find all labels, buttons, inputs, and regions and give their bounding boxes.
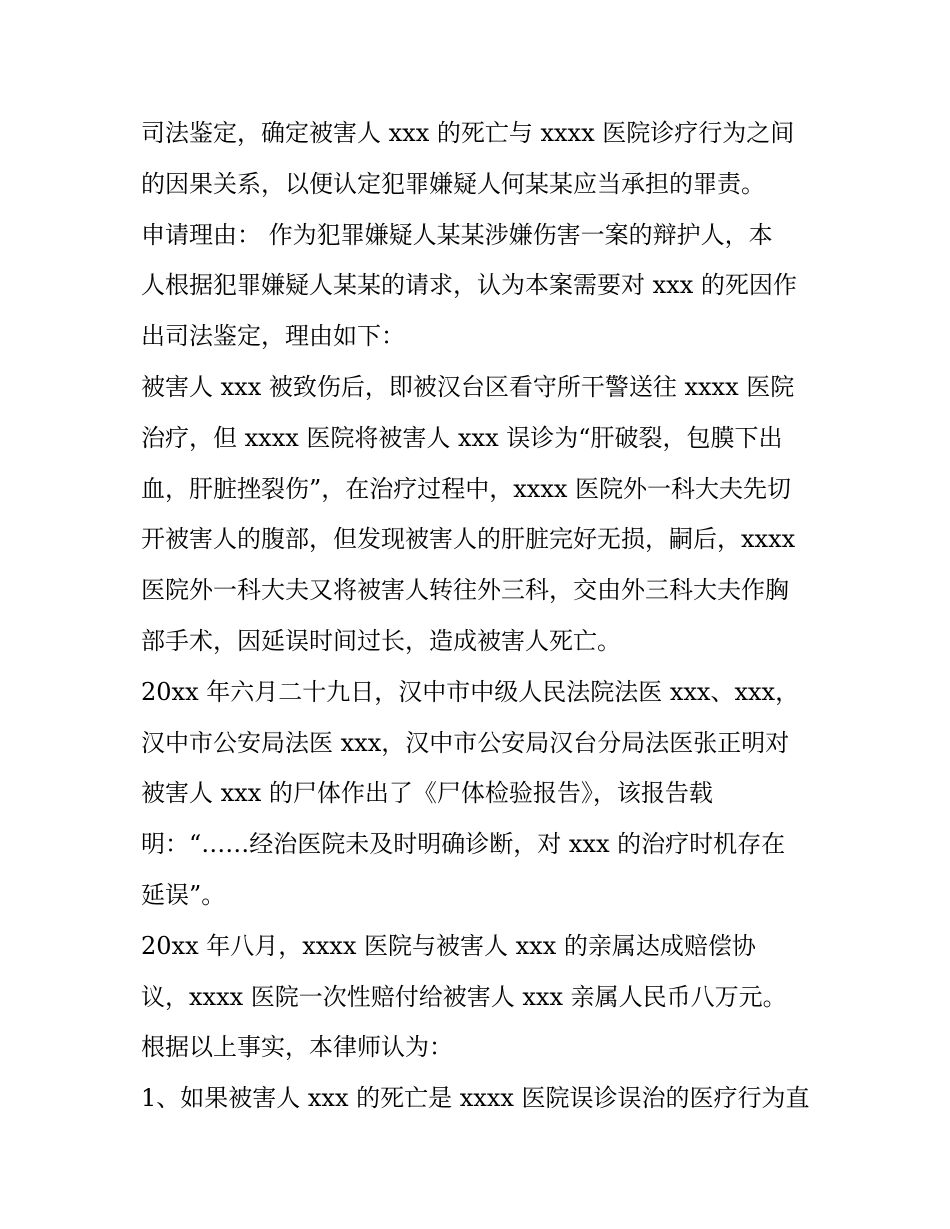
text-line: 汉中市公安局法医 xxx，汉中市公安局汉台分局法医张正明对 [141,728,790,757]
text-line: 根据以上事实，本律师认为： [141,1033,453,1062]
text-line: 开被害人的腹部，但发现被害人的肝脏完好无损，嗣后，xxxx [141,525,796,554]
text-line: 人根据犯罪嫌疑人某某的请求，认为本案需要对 xxx 的死因作 [141,271,797,300]
text-line: 的因果关系，以便认定犯罪嫌疑人何某某应当承担的罪责。 [141,169,765,198]
text-line: 申请理由： 作为犯罪嫌疑人某某涉嫌伤害一案的辩护人，本 [141,220,773,249]
text-line: 治疗，但 xxxx 医院将被害人 xxx 误诊为“肝破裂，包膜下出 [141,423,783,452]
text-line: 出司法鉴定，理由如下： [141,322,405,351]
text-line: 被害人 xxx 的尸体作出了《尸体检验报告》，该报告载 [141,779,713,808]
text-line: 血，肝脏挫裂伤”，在治疗过程中，xxxx 医院外一科大夫先切 [141,474,792,503]
text-line: 部手术，因延误时间过长，造成被害人死亡。 [141,626,621,655]
text-line: 明：“……经治医院未及时明确诊断，对 xxx 的治疗时机存在 [141,830,786,859]
text-line: 司法鉴定，确定被害人 xxx 的死亡与 xxxx 医院诊疗行为之间 [141,119,795,147]
text-line: 延误”。 [141,880,226,909]
text-line: 20xx 年八月，xxxx 医院与被害人 xxx 的亲属达成赔偿协 [141,931,756,960]
document-body [141,108,831,1124]
text-line: 医院外一科大夫又将被害人转往外三科，交由外三科大夫作胸 [141,576,789,605]
text-line: 议，xxxx 医院一次性赔付给被害人 xxx 亲属人民币八万元。 [141,982,787,1011]
text-line: 20xx 年六月二十九日，汉中市中级人民法院法医 xxx、xxx， [141,677,800,706]
text-line: 被害人 xxx 被致伤后，即被汉台区看守所干警送往 xxxx 医院 [141,372,795,401]
text-line: 1、如果被害人 xxx 的死亡是 xxxx 医院误诊误治的医疗行为直 [141,1084,810,1113]
